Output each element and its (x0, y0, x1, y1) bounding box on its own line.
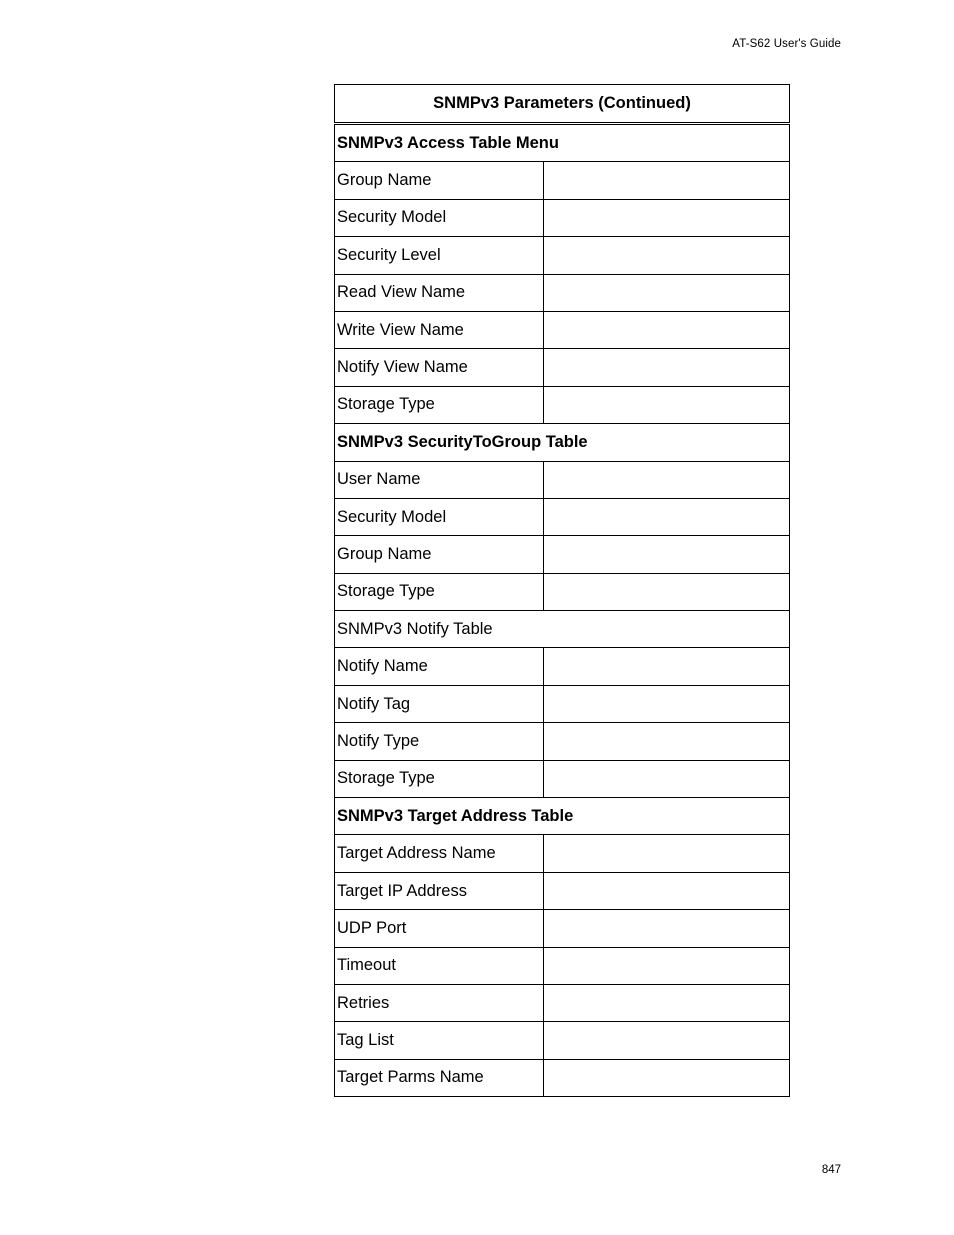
parameter-value-blank (544, 162, 790, 199)
parameter-name: Group Name (335, 536, 544, 573)
table-row (335, 648, 790, 685)
table-row (335, 984, 790, 1021)
section-heading: SNMPv3 SecurityToGroup Table (335, 424, 790, 461)
parameter-value-blank (544, 498, 790, 535)
table-row (335, 1059, 790, 1096)
parameter-name: Notify Name (335, 648, 544, 685)
parameter-name: Storage Type (335, 386, 544, 423)
section-heading: SNMPv3 Access Table Menu (335, 124, 790, 162)
parameter-name: Security Model (335, 498, 544, 535)
parameter-value-blank (544, 1059, 790, 1096)
parameter-value-blank (544, 349, 790, 386)
parameter-name: Storage Type (335, 760, 544, 797)
parameter-value-blank (544, 910, 790, 947)
section-heading-row (335, 798, 790, 835)
table-row (335, 872, 790, 909)
table-row (335, 386, 790, 423)
parameter-value-blank (544, 723, 790, 760)
table-row (335, 1022, 790, 1059)
parameter-name: User Name (335, 461, 544, 498)
parameter-name: Security Level (335, 237, 544, 274)
parameter-value-blank (544, 1022, 790, 1059)
parameter-value-blank (544, 573, 790, 610)
parameter-name: Write View Name (335, 311, 544, 348)
table-row (335, 910, 790, 947)
table-row (335, 685, 790, 722)
parameter-value-blank (544, 386, 790, 423)
parameter-value-blank (544, 685, 790, 722)
parameter-name: Storage Type (335, 573, 544, 610)
parameter-value-blank (544, 760, 790, 797)
parameter-name: Read View Name (335, 274, 544, 311)
parameter-name: Notify Type (335, 723, 544, 760)
parameter-value-blank (544, 984, 790, 1021)
parameter-name: Notify View Name (335, 349, 544, 386)
table-row (335, 162, 790, 199)
running-header: AT-S62 User's Guide (732, 38, 841, 50)
table-row (335, 311, 790, 348)
snmpv3-parameters-table (334, 84, 790, 1097)
parameter-value-blank (544, 461, 790, 498)
section-heading-row (335, 124, 790, 162)
table-row (335, 498, 790, 535)
table-row (335, 274, 790, 311)
parameter-name: Notify Tag (335, 685, 544, 722)
parameter-name: Target Address Name (335, 835, 544, 872)
table-title: SNMPv3 Parameters (Continued) (335, 85, 790, 124)
parameter-value-blank (544, 872, 790, 909)
parameter-value-blank (544, 237, 790, 274)
table-row (335, 947, 790, 984)
table-row (335, 199, 790, 236)
table-row (335, 461, 790, 498)
parameter-name: Group Name (335, 162, 544, 199)
parameter-value-blank (544, 835, 790, 872)
table-row (335, 349, 790, 386)
table-row (335, 835, 790, 872)
parameter-name: UDP Port (335, 910, 544, 947)
table-row (335, 760, 790, 797)
parameter-value-blank (544, 947, 790, 984)
parameter-value-blank (544, 199, 790, 236)
parameter-name: Target IP Address (335, 872, 544, 909)
table-row (335, 573, 790, 610)
table-title-row (335, 85, 790, 124)
parameter-name: Retries (335, 984, 544, 1021)
page-number: 847 (821, 1164, 841, 1176)
table-row (335, 723, 790, 760)
parameter-name: Target Parms Name (335, 1059, 544, 1096)
parameter-value-blank (544, 536, 790, 573)
parameter-name: Tag List (335, 1022, 544, 1059)
section-heading: SNMPv3 Notify Table (335, 611, 790, 648)
section-heading-row (335, 611, 790, 648)
section-heading-row (335, 424, 790, 461)
parameter-name: Security Model (335, 199, 544, 236)
parameter-value-blank (544, 274, 790, 311)
parameter-value-blank (544, 311, 790, 348)
section-heading: SNMPv3 Target Address Table (335, 798, 790, 835)
table-row (335, 237, 790, 274)
parameter-value-blank (544, 648, 790, 685)
table-row (335, 536, 790, 573)
parameter-name: Timeout (335, 947, 544, 984)
